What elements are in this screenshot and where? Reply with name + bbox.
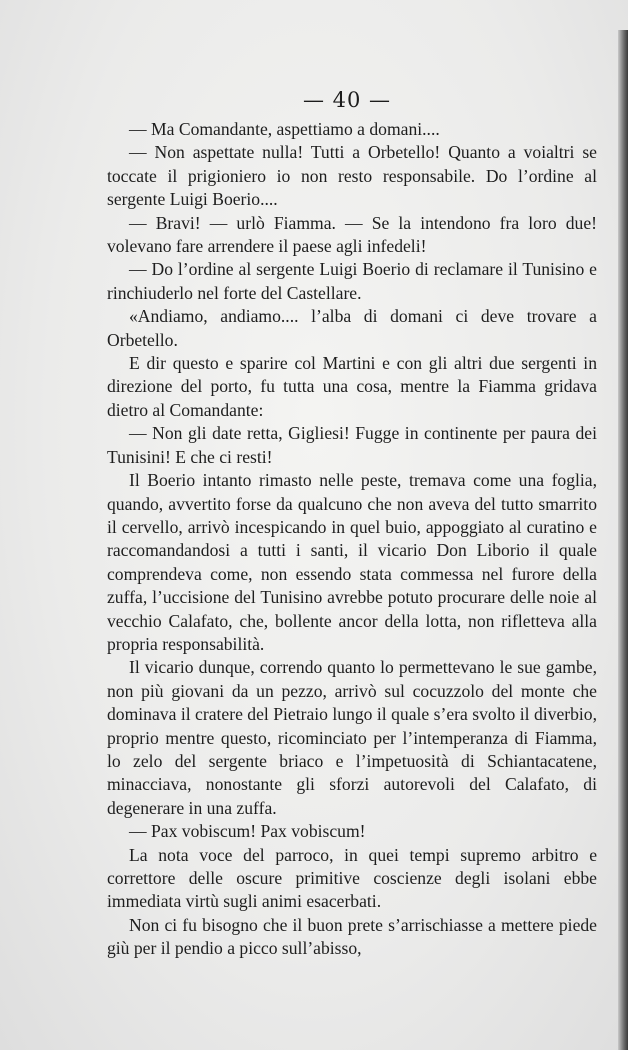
paragraph-12: Non ci fu bisogno che il buon prete s’arrischiasse a mettere piede giù per il pendio a picco sull’abisso, [107,914,597,959]
paragraph-11: La nota voce del parroco, in quei tempi supremo arbitro e correttore delle oscure primitive coscienze degli isolani ebbe immediata virtù sugli animi esacerbati. [107,844,597,912]
paragraph-5: «Andiamo, andiamo.... l’alba di domani ci deve trovare a Orbetello. [107,306,597,350]
paragraph-3: — Bravi! — urlò Fiamma. — Se la intendono fra loro due! volevano fare arrendere il paese agli infedeli! [107,212,597,257]
page-number: — 40 — [302,88,392,112]
paragraph-2: — Non aspettate nulla! Tutti a Orbetello! Quanto a voialtri se toccate il prigioniero io non resto responsabile. Do l’ordine al sergente Luigi Boerio.... [107,142,597,210]
page-edge-shadow [618,30,628,1050]
page-body [107,118,597,961]
paragraph-7: — Non gli date retta, Gigliesi! Fugge in continente per paura dei Tunisini! E che ci resti! [107,423,597,467]
paragraph-9: Il vicario dunque, correndo quanto lo permettevano le sue gambe, non più giovani da un pezzo, arrivò sul cocuzzolo del monte che dominava il cratere del Pietraio lungo il quale s’era svolto il diverbio, proprio mentre questo, ricominciato per l’intemperanza di Fiamma, lo zelo del sergente briaco e l’impetuosità di Schiantacatene, minacciava, nonostante gli sforzi autorevoli del Calafato, di degenerare in una zuffa. [107,657,597,818]
paragraph-6: E dir questo e sparire col Martini e con gli altri due sergenti in direzione del porto, fu tutta una cosa, mentre la Fiamma gridava dietro al Comandante: [107,353,597,420]
paragraph-8: Il Boerio intanto rimasto nelle peste, tremava come una foglia, quando, avvertito forse da qualcuno che non aveva del tutto smarrito il cervello, arrivò incespicando in quel buio, appoggiato al curatino e raccomandandosi a tutti i santi, il vicario Don Liborio il quale comprendeva come, non essendo stata commessa nel furore della zuffa, l’uccisione del Tunisino avrebbe potuto procurare delle noie al vecchio Calafato, che, bollente ancor della lotta, non rifletteva alla propria responsabilità. [107,470,597,654]
paragraph-10: — Pax vobiscum! Pax vobiscum! [129,821,366,842]
paragraph-4: — Do l’ordine al sergente Luigi Boerio di reclamare il Tunisino e rinchiuderlo nel forte del Castellare. [107,259,597,303]
paragraph-1: — Ma Comandante, aspettiamo a domani.... [129,119,440,139]
